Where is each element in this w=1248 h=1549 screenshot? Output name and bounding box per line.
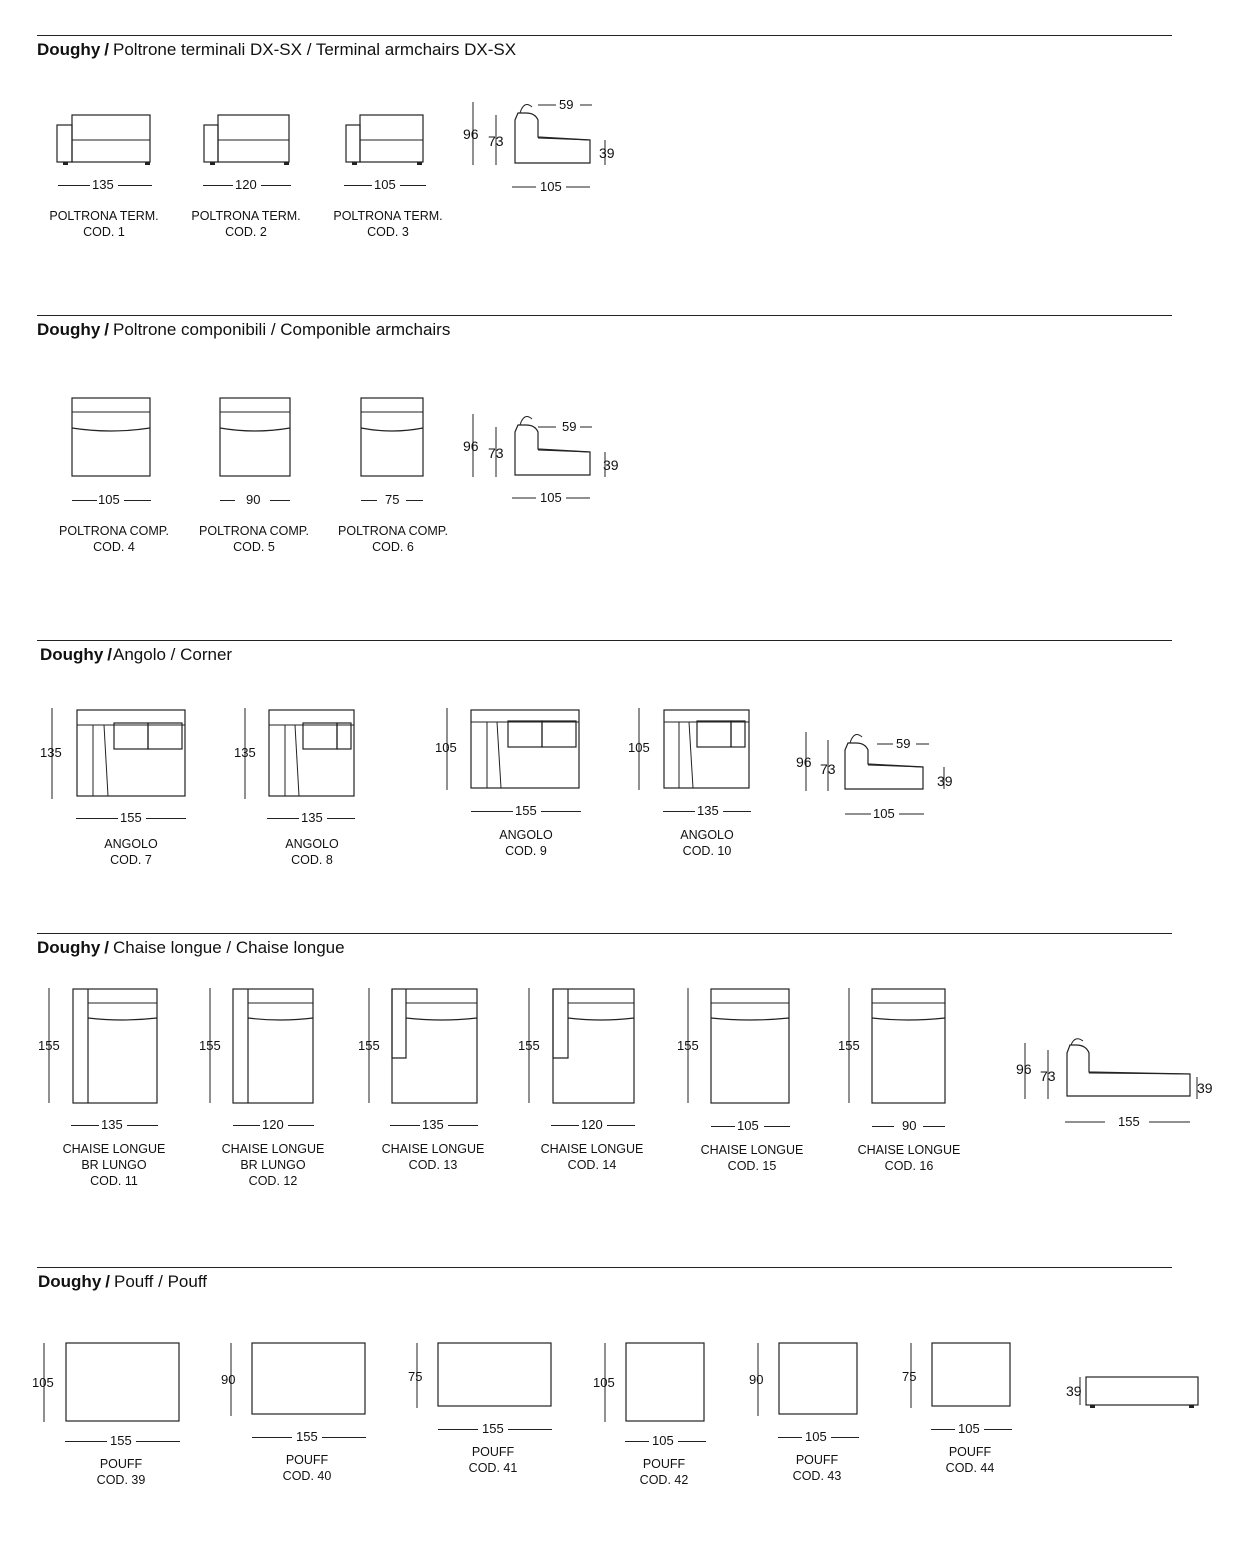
section-rule [37,315,1172,316]
item-label: POLTRONA COMP. COD. 5 [199,524,309,554]
section-title: Doughy / Poltrone componibili / Componible armchairs [37,320,451,339]
pouff-cod-39: 105 155 POUFF COD. 39 [30,1340,195,1500]
pouff-top-view-drawing [745,1340,875,1430]
corner-top-view-drawing [38,705,198,805]
chaise-longue-cod-14: 155 120 CHAISE LONGUE COD. 14 [516,985,666,1185]
item-label: POLTRONA TERM. COD. 1 [49,209,159,239]
pouff-cod-41: 75 155 POUFF COD. 41 [404,1340,569,1500]
pouff-top-view-drawing [898,1340,1028,1430]
item-label: POLTRONA COMP. COD. 6 [338,524,448,554]
chaise-longue-cod-13: 155 135 CHAISE LONGUE COD. 13 [356,985,506,1185]
pouff-cod-42: 105 105 POUFF COD. 42 [592,1340,722,1500]
side-view-dimensions: 96 73 59 39 105 [460,95,630,205]
componible-armchair-cod-6: 75 POLTRONA COMP. COD. 6 [340,398,450,558]
side-view-dimensions: 96 73 39 155 [1012,1035,1222,1145]
item-label: CHAISE LONGUE BR LUNGO COD. 12 [221,1142,325,1188]
item-label: ANGOLO COD. 9 [499,828,553,858]
item-label: CHAISE LONGUE BR LUNGO COD. 11 [62,1142,166,1188]
corner-top-view-drawing [433,705,593,795]
item-label: POLTRONA COMP. COD. 4 [59,524,169,554]
armchair-top-view-drawing [60,398,170,478]
armchair-top-view-drawing [338,105,448,175]
armchair-top-view-drawing [50,105,160,175]
side-view-dimensions: 96 73 59 39 105 [793,725,963,835]
chaise-longue-cod-11: 155 135 CHAISE LONGUE BR LUNGO COD. 11 [36,985,186,1185]
componible-armchair-cod-5: 90 POLTRONA COMP. COD. 5 [200,398,310,558]
chaise-longue-cod-15: 155 105 CHAISE LONGUE COD. 15 [675,985,825,1185]
item-label: POUFF COD. 40 [282,1453,332,1483]
item-label: POUFF COD. 42 [639,1457,689,1487]
chaise-longue-side-view-drawing [1012,1035,1222,1135]
item-label: ANGOLO COD. 10 [680,828,734,858]
componible-armchair-cod-4: 105 POLTRONA COMP. COD. 4 [60,398,170,558]
item-label: CHAISE LONGUE COD. 15 [700,1143,804,1173]
pouff-side-view-drawing [1060,1370,1210,1420]
item-label: POLTRONA TERM. COD. 3 [333,209,443,239]
section-rule [37,35,1172,36]
section-title: Doughy / Poltrone terminali DX-SX / Terminal armchairs DX-SX [37,40,517,59]
item-label: ANGOLO COD. 8 [285,837,339,867]
pouff-top-view-drawing [218,1340,383,1430]
terminal-armchair-cod-3: 105 POLTRONA TERM. COD. 3 [338,105,448,245]
terminal-armchair-cod-2: 120 POLTRONA TERM. COD. 2 [195,105,305,245]
item-label: CHAISE LONGUE COD. 16 [857,1143,961,1173]
terminal-armchair-cod-1: 135 POLTRONA TERM. COD. 1 [50,105,160,245]
item-label: POUFF COD. 39 [96,1457,146,1487]
armchair-top-view-drawing [340,398,450,478]
item-label: CHAISE LONGUE COD. 14 [540,1142,644,1172]
item-label: ANGOLO COD. 7 [104,837,158,867]
pouff-cod-43: 90 105 POUFF COD. 43 [745,1340,875,1500]
corner-cod-7: 135 155 ANGOLO COD. 7 [38,705,198,870]
side-view-dimensions: 96 73 59 39 105 [460,407,630,517]
corner-cod-10: 105 135 ANGOLO COD. 10 [627,705,767,865]
pouff-side-view-dimensions: 39 [1060,1370,1210,1420]
item-label: POUFF COD. 43 [792,1453,842,1483]
pouff-top-view-drawing [404,1340,569,1430]
section-rule [37,1267,1172,1268]
section-title: Doughy / Pouff / Pouff [38,1272,207,1291]
item-label: POUFF COD. 41 [468,1445,518,1475]
pouff-top-view-drawing [30,1340,195,1430]
section-title: Doughy / Chaise longue / Chaise longue [37,938,345,957]
pouff-cod-44: 75 105 POUFF COD. 44 [898,1340,1028,1500]
item-label: POLTRONA TERM. COD. 2 [191,209,301,239]
chaise-longue-cod-12: 155 120 CHAISE LONGUE BR LUNGO COD. 12 [197,985,347,1185]
armchair-top-view-drawing [200,398,310,478]
item-label: CHAISE LONGUE COD. 13 [381,1142,485,1172]
corner-cod-9: 105 155 ANGOLO COD. 9 [433,705,593,865]
corner-cod-8: 135 135 ANGOLO COD. 8 [233,705,373,870]
section-title: Doughy /Angolo / Corner [40,645,233,664]
item-label: POUFF COD. 44 [945,1445,995,1475]
armchair-top-view-drawing [195,105,305,175]
pouff-cod-40: 90 155 POUFF COD. 40 [218,1340,383,1500]
section-rule [37,933,1172,934]
section-rule [37,640,1172,641]
chaise-longue-cod-16: 155 90 CHAISE LONGUE COD. 16 [836,985,986,1185]
